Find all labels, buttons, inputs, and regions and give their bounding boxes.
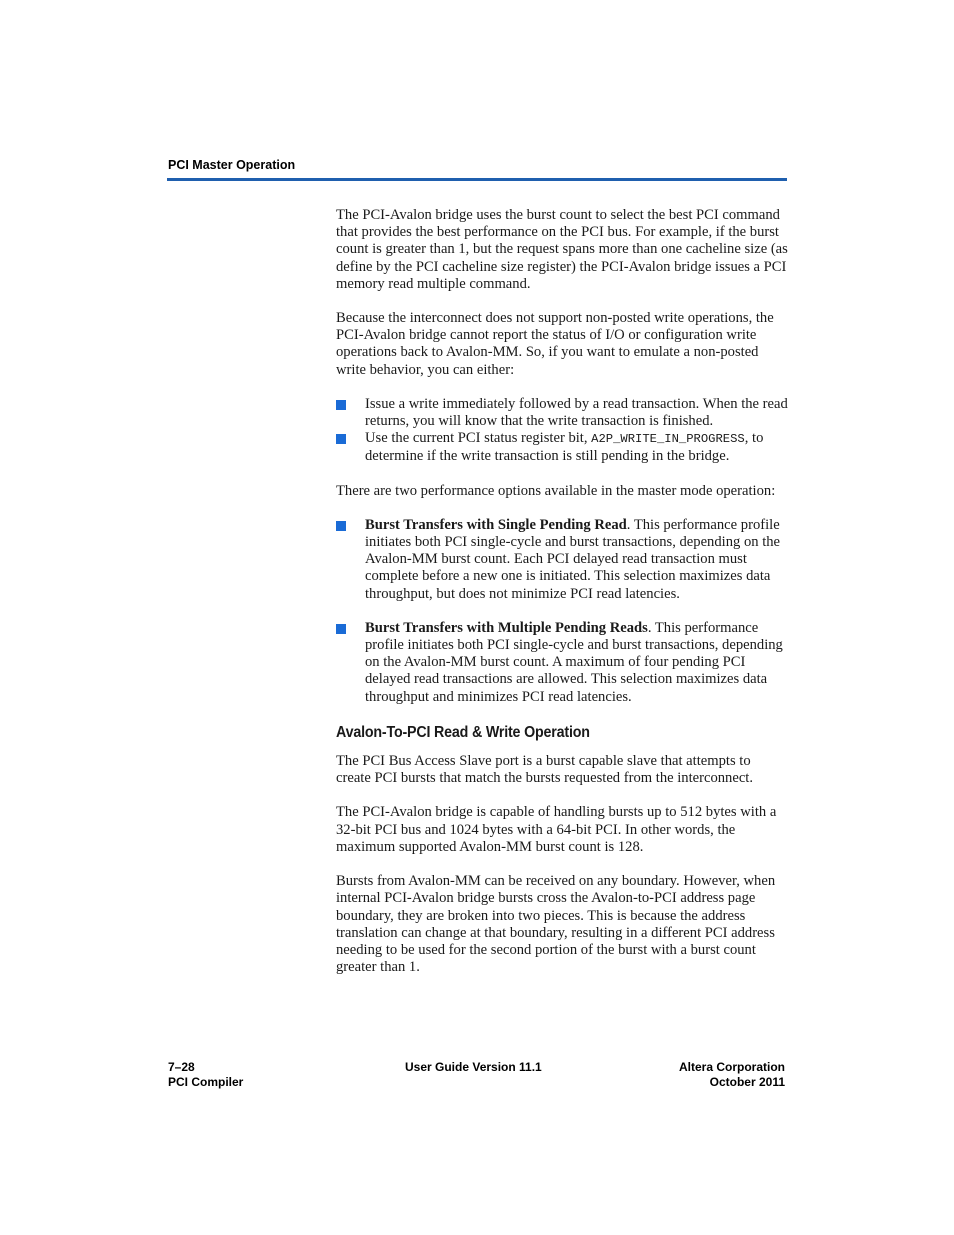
header-rule [167, 178, 787, 181]
product-name: PCI Compiler [168, 1075, 244, 1089]
square-bullet-icon [336, 400, 346, 410]
page-number: 7–28 [168, 1060, 195, 1074]
option-description: . This performance profile initiates both PCI single-cycle and burst transactions, depending on the Avalon-MM burst count. Each PCI delayed read transaction must complete before a new one is initiated. This selection maximizes data throughput, but does not minimize PCI read latencies. [365, 516, 781, 602]
company-name: Altera Corporation [678, 1060, 785, 1074]
paragraph-slave-port: The PCI Bus Access Slave port is a burst capable slave that attempts to create PCI bursts that match the bursts requested from the interconnect. [336, 753, 754, 787]
option-description: . This performance profile initiates both PCI single-cycle and burst transactions, depending on the Avalon-MM burst count. A maximum of four pending PCI delayed read transactions are allowed. This selection maximizes data throughput and minimizes PCI read latencies. [365, 619, 783, 705]
list-item-text: Issue a write immediately followed by a read transaction. When the read returns, you will know that the write transaction is finished. [365, 395, 788, 430]
paragraph-performance-options: There are two performance options available in the master mode operation: [336, 482, 776, 499]
square-bullet-icon [336, 434, 346, 444]
performance-options-list [336, 517, 788, 706]
publication-date: October 2011 [709, 1075, 785, 1089]
paragraph-burst-sizes: The PCI-Avalon bridge is capable of handling bursts up to 512 bytes with a 32-bit PCI bus and 1024 bytes with a 64-bit PCI. In other words, the maximum supported Avalon-MM burst count is 128. [336, 804, 777, 855]
list-item [336, 430, 788, 465]
list-item-text-post: , to determine if the write transaction is still pending in the bridge. [365, 430, 764, 465]
footer-left [168, 1060, 243, 1090]
list-item [336, 620, 788, 706]
square-bullet-icon [336, 521, 346, 531]
running-header-title: PCI Master Operation [168, 158, 296, 172]
list-item [336, 517, 788, 603]
option-title: Burst Transfers with Multiple Pending Reads [365, 619, 648, 636]
guide-version: User Guide Version 11.1 [405, 1060, 542, 1074]
register-bit-code: A2P_WRITE_IN_PROGRESS [591, 432, 745, 447]
paragraph-non-posted-write: Because the interconnect does not support non-posted write operations, the PCI-Avalon bridge cannot report the status of I/O or configuration write operations back to Avalon-MM. So, if you want to emulate a non-posted write behavior, you can either: [336, 310, 774, 378]
square-bullet-icon [336, 624, 346, 634]
paragraph-burst-count: The PCI-Avalon bridge uses the burst count to select the best PCI command that provides the best performance on the PCI bus. For example, if the burst count is greater than 1, but the request spans more than one cacheline size (as define by the PCI cacheline size register) the PCI-Avalon bridge issues a PCI memory read multiple command. [336, 207, 788, 292]
list-item [336, 396, 788, 430]
footer-right [679, 1060, 785, 1090]
option-title: Burst Transfers with Single Pending Read [365, 516, 627, 533]
section-heading: Avalon-To-PCI Read & Write Operation [336, 723, 590, 741]
list-item-text-pre: Use the current PCI status register bit, [365, 430, 592, 447]
body-text-column [336, 207, 788, 993]
paragraph-page-boundary: Bursts from Avalon-MM can be received on any boundary. However, when internal PCI-Avalon bridge bursts cross the Avalon-to-PCI address page boundary, they are broken into two pieces. This is because the address translation can change at that boundary, resulting in a different PCI address needing to be used for the second portion of the burst with a burst count greater than 1. [336, 873, 776, 976]
write-emulation-list [336, 396, 788, 466]
